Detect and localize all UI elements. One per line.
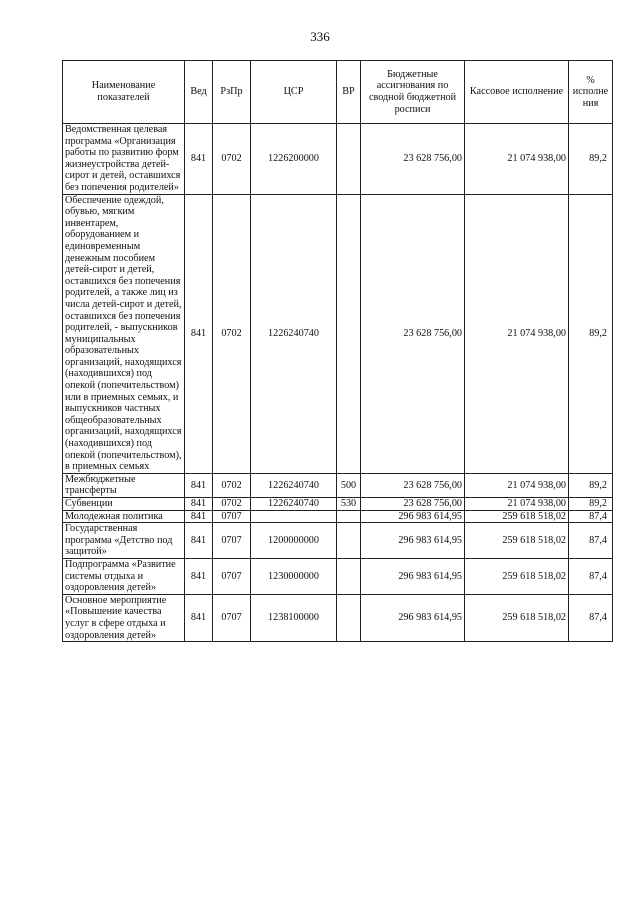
row-percent: 87,4 — [569, 510, 613, 523]
table-row — [63, 124, 613, 195]
row-name: Ведомственная целевая программа «Организация работы по развитию форм жизнеустройства детей-сирот и детей, оставшихся без попечения родителей» — [63, 124, 185, 195]
row-ved: 841 — [185, 498, 213, 511]
row-assignments: 23 628 756,00 — [361, 194, 465, 473]
header-assignments: Бюджетные ассигнования по сводной бюджетной росписи — [361, 61, 465, 124]
row-ved: 841 — [185, 473, 213, 497]
header-cash-execution: Кассовое исполнение — [465, 61, 569, 124]
row-ved: 841 — [185, 510, 213, 523]
table-row — [63, 558, 613, 594]
row-csr: 1238100000 — [251, 594, 337, 641]
row-vr: 500 — [337, 473, 361, 497]
row-name: Государственная программа «Детство под защитой» — [63, 523, 185, 559]
row-ved: 841 — [185, 523, 213, 559]
row-percent: 87,4 — [569, 558, 613, 594]
header-ved: Вед — [185, 61, 213, 124]
row-rzpr: 0702 — [213, 473, 251, 497]
row-csr — [251, 510, 337, 523]
row-csr: 1226240740 — [251, 194, 337, 473]
row-percent: 89,2 — [569, 473, 613, 497]
row-vr — [337, 194, 361, 473]
row-assignments: 296 983 614,95 — [361, 594, 465, 641]
row-rzpr: 0707 — [213, 523, 251, 559]
row-cash-execution: 21 074 938,00 — [465, 124, 569, 195]
row-percent: 87,4 — [569, 523, 613, 559]
row-vr: 530 — [337, 498, 361, 511]
row-percent: 89,2 — [569, 124, 613, 195]
row-vr — [337, 510, 361, 523]
row-ved: 841 — [185, 558, 213, 594]
row-cash-execution: 21 074 938,00 — [465, 194, 569, 473]
row-name: Основное мероприятие «Повышение качества услуг в сфере отдыха и оздоровления детей» — [63, 594, 185, 641]
header-csr: ЦСР — [251, 61, 337, 124]
row-assignments: 296 983 614,95 — [361, 510, 465, 523]
table-row — [63, 473, 613, 497]
row-vr — [337, 124, 361, 195]
budget-execution-table — [62, 60, 613, 642]
row-rzpr: 0702 — [213, 498, 251, 511]
row-vr — [337, 523, 361, 559]
row-ved: 841 — [185, 124, 213, 195]
row-rzpr: 0707 — [213, 510, 251, 523]
row-name: Молодежная политика — [63, 510, 185, 523]
row-rzpr: 0702 — [213, 124, 251, 195]
header-rzpr: РзПр — [213, 61, 251, 124]
header-name: Наименование показателей — [63, 61, 185, 124]
row-csr: 1226240740 — [251, 473, 337, 497]
row-rzpr: 0707 — [213, 558, 251, 594]
table-row — [63, 510, 613, 523]
row-vr — [337, 594, 361, 641]
row-assignments: 23 628 756,00 — [361, 498, 465, 511]
row-name: Подпрограмма «Развитие системы отдыха и оздоровления детей» — [63, 558, 185, 594]
row-cash-execution: 259 618 518,02 — [465, 523, 569, 559]
row-csr: 1226200000 — [251, 124, 337, 195]
row-name: Обеспечение одеждой, обувью, мягким инвентарем, оборудованием и единовременным денежным пособием детей-сирот и детей, оставшихся без попечения родителей, а также лиц из числа детей-сирот и детей, оставшихся без попечения родителей, - выпускников муниципальных образовательных организаций, находящихся (находившихся) под опекой (попечительством) или в приемных семьях, и выпускников частных общеобразовательных организаций, находящихся (находившихся) под опекой (попечительством), в приемных семьях — [63, 194, 185, 473]
table-row — [63, 523, 613, 559]
row-assignments: 23 628 756,00 — [361, 473, 465, 497]
row-ved: 841 — [185, 594, 213, 641]
row-assignments: 296 983 614,95 — [361, 523, 465, 559]
table-row — [63, 594, 613, 641]
row-name: Межбюджетные трансферты — [63, 473, 185, 497]
row-percent: 89,2 — [569, 498, 613, 511]
row-rzpr: 0707 — [213, 594, 251, 641]
row-rzpr: 0702 — [213, 194, 251, 473]
row-cash-execution: 21 074 938,00 — [465, 473, 569, 497]
table-row — [63, 194, 613, 473]
row-ved: 841 — [185, 194, 213, 473]
row-cash-execution: 259 618 518,02 — [465, 510, 569, 523]
row-csr: 1200000000 — [251, 523, 337, 559]
header-vr: ВР — [337, 61, 361, 124]
page-number: 336 — [310, 29, 330, 44]
row-csr: 1226240740 — [251, 498, 337, 511]
row-csr: 1230000000 — [251, 558, 337, 594]
row-percent: 87,4 — [569, 594, 613, 641]
row-vr — [337, 558, 361, 594]
row-cash-execution: 259 618 518,02 — [465, 558, 569, 594]
header-row — [63, 61, 613, 124]
row-cash-execution: 21 074 938,00 — [465, 498, 569, 511]
row-assignments: 23 628 756,00 — [361, 124, 465, 195]
row-percent: 89,2 — [569, 194, 613, 473]
table-row — [63, 498, 613, 511]
row-assignments: 296 983 614,95 — [361, 558, 465, 594]
row-name: Субвенции — [63, 498, 185, 511]
header-percent: % исполне ния — [569, 61, 613, 124]
row-cash-execution: 259 618 518,02 — [465, 594, 569, 641]
